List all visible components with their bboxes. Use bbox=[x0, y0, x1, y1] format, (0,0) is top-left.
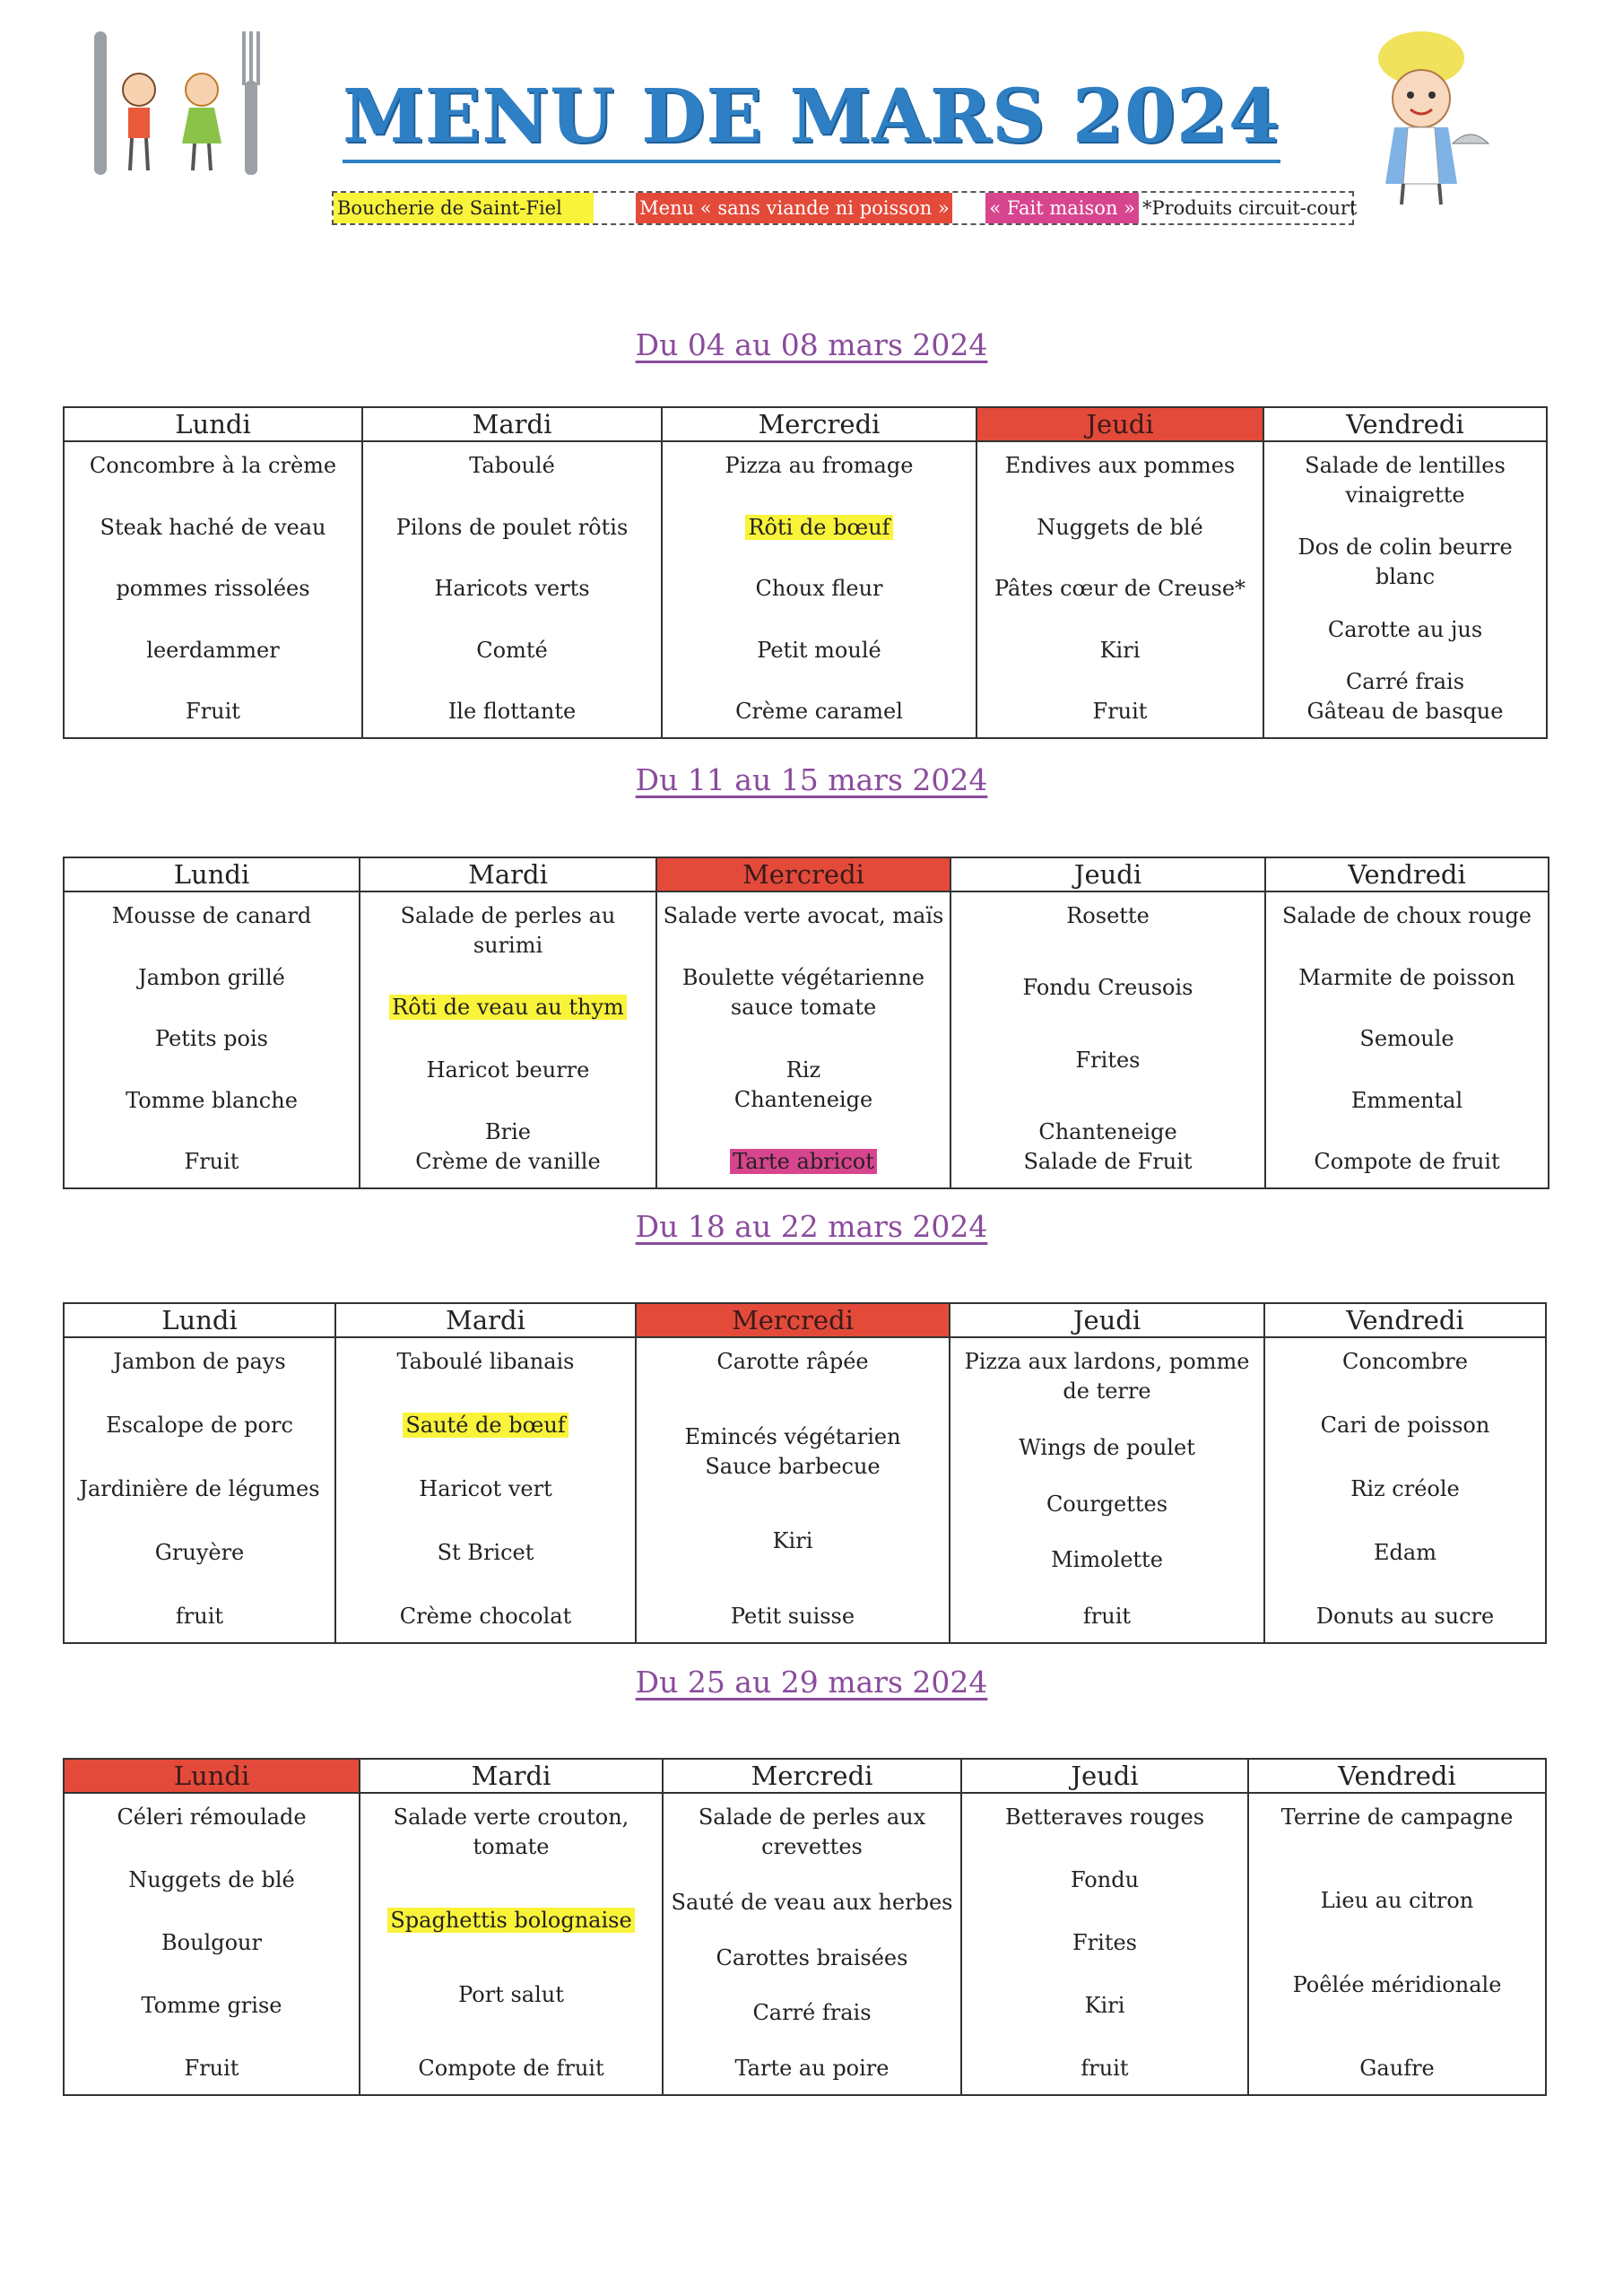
day-header-lundi: Lundi bbox=[64, 1303, 335, 1337]
dish-item bbox=[70, 1538, 329, 1568]
day-header-mercredi: Mercredi bbox=[656, 857, 950, 891]
day-header-jeudi: Jeudi bbox=[961, 1759, 1248, 1793]
dish-item bbox=[1270, 615, 1541, 645]
legend bbox=[332, 191, 1358, 225]
day-menu-cell bbox=[64, 1793, 360, 2095]
day-menu-cell bbox=[663, 1793, 961, 2095]
day-menu-cell bbox=[360, 891, 656, 1188]
dish-text: Comté bbox=[476, 637, 548, 663]
dish-text: Fondu bbox=[1070, 1867, 1140, 1892]
day-menu-cell bbox=[1263, 441, 1547, 738]
dish-text: leerdammer bbox=[146, 637, 280, 663]
dish-item bbox=[956, 1545, 1258, 1575]
dish-item bbox=[968, 1928, 1242, 1958]
day-header-mardi: Mardi bbox=[362, 407, 662, 441]
dish-item bbox=[70, 574, 356, 604]
dish-text: Courgettes bbox=[1046, 1491, 1168, 1517]
dish-highlight: Rôti de bœuf bbox=[745, 515, 892, 540]
dish-item bbox=[642, 1422, 943, 1482]
day-menu-cell bbox=[636, 1337, 950, 1643]
dish-text: Steak haché de veau bbox=[100, 514, 326, 540]
dish-item bbox=[1270, 451, 1541, 510]
dish-text: Taboulé libanais bbox=[396, 1349, 575, 1374]
dish-text: Jambon grillé bbox=[138, 964, 285, 990]
dish-item bbox=[1271, 963, 1542, 993]
day-menu-cell bbox=[961, 1793, 1248, 2095]
dish-item bbox=[70, 451, 356, 481]
dish-text: Salade de perles au surimi bbox=[400, 903, 616, 958]
dish-item bbox=[366, 1118, 650, 1177]
dish-item bbox=[669, 1803, 955, 1862]
day-header-jeudi: Jeudi bbox=[976, 407, 1263, 441]
dish-item bbox=[968, 2054, 1242, 2083]
dish-text: Emmental bbox=[1350, 1087, 1463, 1113]
dish-text: Nuggets de blé bbox=[128, 1867, 295, 1892]
day-menu-cell bbox=[950, 1337, 1264, 1643]
dish-text: Fruit bbox=[184, 1149, 239, 1174]
day-header-mercredi: Mercredi bbox=[662, 407, 976, 441]
dish-highlight: Tarte abricot bbox=[730, 1149, 877, 1174]
dish-text: Petit suisse bbox=[730, 1603, 855, 1629]
dish-item bbox=[70, 1086, 353, 1116]
dish-text: Lieu au citron bbox=[1320, 1888, 1474, 1914]
dish-item bbox=[669, 1944, 955, 1973]
dish-text: Fruit bbox=[1092, 699, 1148, 724]
dish-item bbox=[70, 697, 356, 726]
dish-text: Marmite de poisson bbox=[1298, 964, 1515, 990]
dish-item bbox=[983, 697, 1257, 726]
dish-text: Salade de choux rouge bbox=[1281, 903, 1532, 928]
dish-text: Petit moulé bbox=[757, 637, 881, 663]
dish-text: Crème caramel bbox=[735, 699, 903, 724]
dish-item bbox=[366, 1056, 650, 1085]
dish-text: Port salut bbox=[458, 1981, 564, 2007]
dish-item bbox=[1270, 533, 1541, 592]
dish-item bbox=[956, 1602, 1258, 1631]
page-title: MENU DE MARS 2024 bbox=[0, 72, 1623, 161]
dish-item bbox=[642, 1347, 943, 1377]
dish-text: Tomme grise bbox=[141, 1993, 282, 2018]
day-header-mardi: Mardi bbox=[335, 1303, 636, 1337]
dish-item bbox=[70, 1866, 353, 1895]
dish-text: Kiri bbox=[1099, 637, 1141, 663]
dish-text: Wings de poulet bbox=[1019, 1434, 1195, 1460]
dish-item bbox=[70, 1024, 353, 1054]
dish-item bbox=[668, 574, 970, 604]
dish-text: Jardinière de légumes bbox=[79, 1476, 320, 1501]
dish-text: Crème chocolat bbox=[399, 1604, 572, 1629]
dish-item bbox=[70, 1991, 353, 2021]
dish-text: Pizza au fromage bbox=[725, 453, 914, 478]
dish-text: Edam bbox=[1374, 1540, 1436, 1565]
dish-item bbox=[956, 1490, 1258, 1519]
dish-item bbox=[1271, 1474, 1540, 1504]
dish-item bbox=[642, 1602, 943, 1631]
dish-item bbox=[366, 1980, 656, 2010]
day-menu-cell bbox=[64, 891, 360, 1188]
day-menu-cell bbox=[1248, 1793, 1546, 2095]
table-row bbox=[64, 1793, 1546, 2095]
dish-highlight: Rôti de veau au thym bbox=[389, 995, 627, 1020]
dish-text: Escalope de porc bbox=[106, 1413, 293, 1438]
dish-text: Frites bbox=[1075, 1047, 1141, 1073]
dish-item bbox=[968, 1866, 1242, 1895]
day-header-vendredi: Vendredi bbox=[1263, 407, 1547, 441]
dish-item bbox=[70, 901, 353, 931]
dish-text: fruit bbox=[1082, 1604, 1132, 1629]
day-header-vendredi: Vendredi bbox=[1248, 1759, 1546, 1793]
dish-text: Salade de perles aux crevettes bbox=[698, 1805, 926, 1859]
dish-text: Boulgour bbox=[161, 1930, 262, 1955]
dish-item bbox=[663, 1147, 944, 1177]
week-title: Du 11 au 15 mars 2024 bbox=[635, 762, 988, 797]
legend-sans-viande: Menu « sans viande ni poisson » bbox=[636, 193, 952, 223]
dish-item bbox=[983, 451, 1257, 481]
table-row bbox=[64, 441, 1547, 738]
dish-item bbox=[668, 636, 970, 665]
dish-item bbox=[663, 963, 944, 1022]
week-menu-table bbox=[63, 406, 1548, 739]
dish-text: Haricot vert bbox=[419, 1476, 552, 1501]
dish-item bbox=[366, 1803, 656, 1862]
day-header-lundi: Lundi bbox=[64, 1759, 360, 1793]
dish-text: Chanteneige Salade de Fruit bbox=[1023, 1118, 1193, 1174]
dish-text: Taboulé bbox=[469, 453, 555, 478]
dish-item bbox=[70, 1602, 329, 1631]
dish-item bbox=[957, 901, 1259, 931]
dish-text: Poêlée méridionale bbox=[1292, 1971, 1502, 1997]
week-title: Du 18 au 22 mars 2024 bbox=[635, 1209, 988, 1244]
dish-item bbox=[70, 1928, 353, 1958]
dish-item bbox=[369, 451, 655, 481]
dish-item bbox=[968, 1991, 1242, 2021]
dish-text: Céleri rémoulade bbox=[117, 1805, 307, 1830]
dish-item bbox=[342, 1474, 629, 1504]
dish-item bbox=[956, 1433, 1258, 1463]
dish-item bbox=[369, 697, 655, 726]
dish-text: Emincés végétarien Sauce barbecue bbox=[684, 1423, 901, 1479]
day-header-mercredi: Mercredi bbox=[663, 1759, 961, 1793]
dish-item bbox=[70, 513, 356, 543]
dish-item bbox=[668, 451, 970, 481]
dish-text: Carottes braisées bbox=[716, 1944, 908, 1970]
dish-item bbox=[1270, 667, 1541, 726]
legend-boucherie: Boucherie de Saint-Fiel bbox=[334, 193, 594, 223]
dish-item bbox=[369, 636, 655, 665]
dish-text: Carotte râpée bbox=[716, 1349, 869, 1374]
dish-text: Fondu Creusois bbox=[1022, 975, 1193, 1001]
dish-text: fruit bbox=[175, 1604, 224, 1629]
dish-text: pommes rissolées bbox=[116, 576, 310, 601]
legend-circuit-court: *Produits circuit-court bbox=[1142, 197, 1358, 219]
day-header-vendredi: Vendredi bbox=[1264, 1303, 1546, 1337]
dish-item bbox=[366, 901, 650, 961]
dish-text: Kiri bbox=[772, 1528, 813, 1554]
dish-item bbox=[1254, 1970, 1540, 2000]
dish-text: Tomme blanche bbox=[126, 1087, 298, 1113]
day-header-lundi: Lundi bbox=[64, 407, 362, 441]
dish-item bbox=[1271, 1411, 1540, 1440]
dish-text: Rosette bbox=[1066, 903, 1150, 928]
dish-item bbox=[983, 513, 1257, 543]
dish-text: Mimolette bbox=[1051, 1547, 1163, 1573]
dish-text: Frites bbox=[1072, 1930, 1137, 1955]
dish-item bbox=[663, 1056, 944, 1115]
dish-text: Semoule bbox=[1359, 1026, 1454, 1051]
dish-item bbox=[1271, 901, 1542, 931]
dish-highlight: Spaghettis bolognaise bbox=[387, 1908, 634, 1933]
dish-item bbox=[366, 1906, 656, 1935]
dish-text: Haricot beurre bbox=[426, 1057, 590, 1083]
week-menu-table bbox=[63, 1302, 1547, 1644]
legend-fait-maison: « Fait maison » bbox=[985, 193, 1139, 223]
dish-item bbox=[70, 1347, 329, 1377]
dish-text: Concombre à la crème bbox=[89, 453, 337, 478]
dish-item bbox=[642, 1526, 943, 1556]
dish-text: Riz Chanteneige bbox=[733, 1057, 873, 1112]
dish-item bbox=[669, 1998, 955, 2028]
dish-item bbox=[669, 1888, 955, 1918]
day-header-lundi: Lundi bbox=[64, 857, 360, 891]
dish-text: Boulette végétarienne sauce tomate bbox=[681, 965, 925, 1021]
dish-text: Jambon de pays bbox=[113, 1349, 286, 1374]
dish-item bbox=[366, 993, 650, 1022]
dish-text: Donuts au sucre bbox=[1315, 1604, 1495, 1629]
dish-item bbox=[968, 1803, 1242, 1832]
dish-item bbox=[668, 513, 970, 543]
dish-text: Kiri bbox=[1084, 1993, 1125, 2018]
dish-text: Haricots verts bbox=[434, 576, 590, 601]
day-menu-cell bbox=[1265, 891, 1549, 1188]
dish-item bbox=[956, 1347, 1258, 1406]
dish-text: Nuggets de blé bbox=[1037, 514, 1203, 540]
dish-item bbox=[70, 1411, 329, 1440]
dish-item bbox=[957, 1118, 1259, 1177]
day-menu-cell bbox=[64, 441, 362, 738]
day-header-jeudi: Jeudi bbox=[950, 857, 1265, 891]
dish-item bbox=[70, 636, 356, 665]
dish-item bbox=[70, 1147, 353, 1177]
dish-text: Tarte au poire bbox=[734, 2056, 890, 2081]
day-menu-cell bbox=[976, 441, 1263, 738]
dish-item bbox=[342, 1347, 629, 1377]
dish-text: Fruit bbox=[186, 699, 240, 724]
dish-highlight: Sauté de bœuf bbox=[403, 1413, 568, 1438]
dish-text: Mousse de canard bbox=[111, 903, 312, 928]
dish-text: Carré frais Gâteau de basque bbox=[1306, 668, 1504, 724]
dish-item bbox=[70, 1474, 329, 1504]
day-menu-cell bbox=[950, 891, 1265, 1188]
day-menu-cell bbox=[64, 1337, 335, 1643]
day-menu-cell bbox=[1264, 1337, 1546, 1643]
dish-text: Choux fleur bbox=[755, 576, 883, 601]
dish-item bbox=[668, 697, 970, 726]
week-title: Du 25 au 29 mars 2024 bbox=[635, 1665, 988, 1700]
day-menu-cell bbox=[656, 891, 950, 1188]
dish-text: Endives aux pommes bbox=[1004, 453, 1236, 478]
dish-text: Terrine de campagne bbox=[1280, 1805, 1514, 1830]
dish-text: Ile flottante bbox=[447, 699, 577, 724]
dish-item bbox=[1271, 1024, 1542, 1054]
dish-text: Carotte au jus bbox=[1327, 616, 1483, 642]
week-title: Du 04 au 08 mars 2024 bbox=[635, 327, 988, 362]
dish-text: Cari de poisson bbox=[1320, 1413, 1490, 1438]
day-menu-cell bbox=[362, 441, 662, 738]
table-row bbox=[64, 1337, 1546, 1643]
dish-text: Brie Crème de vanille bbox=[415, 1118, 601, 1174]
dish-text: Gaufre bbox=[1359, 2055, 1435, 2081]
day-header-vendredi: Vendredi bbox=[1265, 857, 1549, 891]
dish-text: Salade de lentilles vinaigrette bbox=[1305, 453, 1506, 508]
dish-item bbox=[983, 636, 1257, 665]
day-header-mardi: Mardi bbox=[360, 857, 656, 891]
dish-text: St Bricet bbox=[437, 1540, 534, 1565]
dish-item bbox=[669, 2054, 955, 2083]
dish-text: Pizza aux lardons, pomme de terre bbox=[964, 1349, 1250, 1404]
dish-item bbox=[1271, 1347, 1540, 1377]
day-menu-cell bbox=[662, 441, 976, 738]
dish-text: Salade verte avocat, maïs bbox=[663, 903, 944, 928]
dish-item bbox=[70, 963, 353, 993]
dish-item bbox=[983, 574, 1257, 604]
dish-item bbox=[369, 513, 655, 543]
dish-text: Dos de colin beurre blanc bbox=[1298, 535, 1513, 590]
dish-text: Compote de fruit bbox=[1314, 1149, 1500, 1174]
dish-item bbox=[369, 574, 655, 604]
day-menu-cell bbox=[335, 1337, 636, 1643]
dish-item bbox=[70, 2054, 353, 2083]
dish-item bbox=[1254, 2054, 1540, 2083]
dish-item bbox=[663, 901, 944, 931]
table-row bbox=[64, 891, 1549, 1188]
dish-item bbox=[342, 1602, 629, 1631]
dish-text: Compote de fruit bbox=[418, 2055, 604, 2081]
week-menu-table bbox=[63, 857, 1549, 1189]
dish-item bbox=[366, 2054, 656, 2083]
dish-item bbox=[70, 1803, 353, 1832]
dish-text: fruit bbox=[1081, 2056, 1129, 2081]
dish-text: Sauté de veau aux herbes bbox=[671, 1889, 953, 1915]
week-menu-table bbox=[63, 1758, 1547, 2096]
dish-text: Concombre bbox=[1342, 1349, 1468, 1374]
dish-item bbox=[1254, 1886, 1540, 1916]
dish-item bbox=[1271, 1147, 1542, 1177]
dish-text: Pilons de poulet rôtis bbox=[395, 514, 629, 540]
dish-item bbox=[1271, 1538, 1540, 1568]
dish-item bbox=[957, 973, 1259, 1003]
dish-text: Carré frais bbox=[752, 2000, 872, 2026]
dish-text: Gruyère bbox=[154, 1540, 245, 1565]
dish-text: Salade verte crouton, tomate bbox=[393, 1805, 629, 1859]
dish-item bbox=[342, 1538, 629, 1568]
dish-item bbox=[1254, 1803, 1540, 1832]
dish-text: Petits pois bbox=[155, 1026, 268, 1051]
dish-text: Riz créole bbox=[1350, 1476, 1460, 1501]
dish-item bbox=[957, 1046, 1259, 1075]
dish-text: Pâtes cœur de Creuse* bbox=[994, 576, 1246, 601]
day-header-mardi: Mardi bbox=[360, 1759, 663, 1793]
day-menu-cell bbox=[360, 1793, 663, 2095]
day-header-mercredi: Mercredi bbox=[636, 1303, 950, 1337]
dish-item bbox=[1271, 1602, 1540, 1631]
dish-item bbox=[342, 1411, 629, 1440]
day-header-jeudi: Jeudi bbox=[950, 1303, 1264, 1337]
dish-text: Betteraves rouges bbox=[1004, 1805, 1205, 1830]
dish-item bbox=[1271, 1086, 1542, 1116]
dish-text: Fruit bbox=[184, 2056, 239, 2081]
